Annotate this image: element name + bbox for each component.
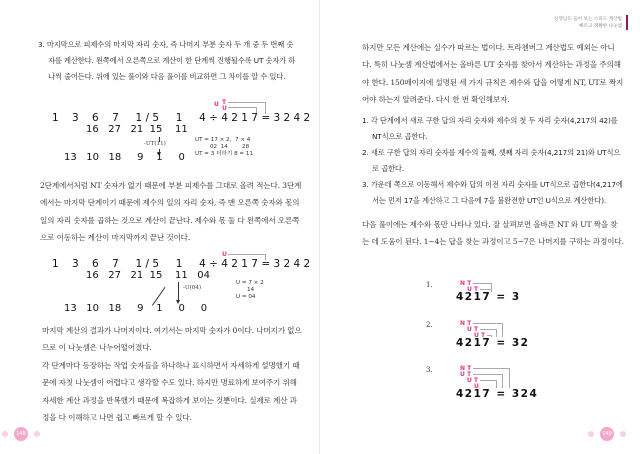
page-number-badge: 149 [600,427,614,441]
rule-3: 3. 가운데 쪽으로 이동해서 제수와 답의 이전 자리 숫자를 UT식으로 곱한다(4,217에서는 먼저 17을 계산하고 그 다음에 7을 불완전한 UT인 U식으로 계산한다). [362,180,623,206]
calc1-minus: -UT(11) [144,141,166,147]
calc1-row3: 13 10 18 9 1 0 [64,152,185,163]
pair-ut: U T [467,326,479,333]
calc1-note-1: UT = 17 × 2, 7 × 4 [195,137,251,143]
example-equation: 4217 = 3 [456,291,521,303]
calc2-row1: 1 3 6 7 1 / 5 1 4 ÷ 4 2 1 7 = 3 2 4 2 [52,258,311,270]
paragraph-4: 각 단계마다 등장하는 작업 숫자들을 하나하나 표시하면서 자세하게 설명했기 때문에 자칫 나눗셈이 어렵다고 생각할 수도 있다. 하지만 명료하게 보여주기 위해 자세한 계산 과정을 반복했기 때문에 복잡하게 보이는 것뿐이다. 실제로 계산 과정을 다 이해하고 나면 쉽고 빠르게 할 수 있다. [42,361,300,423]
header-title: 신영남도 들어 보는 스피드 계산법 [554,17,622,22]
dot-icon [2,431,8,437]
page-number-right [586,427,630,441]
header-subtitle: 빠르고 정확한 나눗셈 [579,24,622,29]
arrow-stem [178,282,179,302]
right-page [320,0,640,454]
bracket [480,380,497,388]
example-equation: 4217 = 32 [456,337,530,349]
paragraph-2: 다음 풀이에는 제수와 몫만 나타나 있다. 잘 살펴보면 올바른 NT 와 UT 짝을 찾는 데 도움이 된다. 1~4는 답을 찾는 과정이고 5~7은 나머지를 구하는 과정이다. [362,220,624,247]
calc2-note-1: U = 7 × 2 [236,280,264,286]
label-u: U [214,101,219,108]
pair-u: U [474,383,479,390]
label-t: T [222,99,227,106]
pair-ut-2: U T [467,377,479,384]
dot-icon [588,431,594,437]
calc2-note-2: 14 [247,287,255,293]
pair-nt: N T [460,365,472,372]
calc1-row1: 1 3 6 7 1 / 5 1 4 ÷ 4 2 1 7 = 3 2 4 2 [52,112,311,124]
calc2-row2: 16 27 21 15 11 04 [86,270,211,281]
calc2-note-3: U = 04 [236,294,256,300]
page-number-badge: 148 [14,427,28,441]
paragraph-2: 2단계에서처럼 NT 숫자가 없기 때문에 부분 피제수를 그대로 올려 적는다. 3단계에서는 마지막 단계이기 때문에 제수의 일의 자리 숫자, 즉 맨 오른쪽 숫자와 몫의 일의 자리 숫자를 곱하는 것으로 계산이 끝난다. 제수와 몫 둘 다 왼쪽에서 오른쪽으로 이동하는 계산이 마지막까지 끝난 것이다. [40,181,302,243]
label-u: U [222,251,227,258]
page-number-left [0,427,44,441]
calc2-row3: 13 10 18 9 1 0 0 [64,303,208,314]
label-u2: U [222,105,227,112]
pair-nt: N T [460,320,472,327]
calc2-minus: -U(04) [183,285,202,291]
example-label: 2. [426,321,433,329]
running-header [554,16,622,30]
example-label: 3. [426,366,433,374]
pair-nt: N T [460,280,472,287]
paragraph-3: 마지막 계산의 결과가 나머지이다. 여기서는 마지막 숫자가 0이다. 나머지가 없으므로 이 나눗셈은 나누어떨어졌다. [42,326,302,353]
calc1-note-2: 02 14 28 [210,144,250,150]
calc1-note-3: UT = 3 더하기 8 = 11 [195,151,254,157]
dot-icon [620,431,626,437]
pair-ut-2: U T [474,332,486,339]
dot-icon [34,431,40,437]
example-equation: 4217 = 324 [456,388,539,400]
example-label: 1. [426,281,433,289]
calc1-row2: 16 27 21 15 11 [86,124,188,135]
rule-2: 2. 새로 구한 답의 자리 숫자를 제수의 둘째, 셋째 자리 숫자(4,217의 21)와 UT식으로 곱한다. [362,148,621,174]
header-accent-bar [626,15,628,30]
pair-ut: U T [467,286,479,293]
step3-text: 3. 마지막으로 피제수의 마지막 자리 숫자, 즉 나머지 부분 숫자 두 개 중 두 번째 숫자를 계산한다. 왼쪽에서 오른쪽으로 계산이 한 단계씩 진행될수록 UT 숫자가 하나씩 줄어든다. 위에 있는 풀이와 다음 풀이를 비교하면 그 차이를 알 수 있다. [38,40,296,82]
rule-1: 1. 각 단계에서 새로 구한 답의 자리 숫자와 제수의 첫 두 자리 숫자(4,217의 42)를 NT식으로 곱한다. [362,116,618,142]
pair-ut: U T [460,371,472,378]
paragraph-1: 하지만 모든 계산에는 실수가 따르는 법이다. 트라첸버그 계산법도 예외는 아니다. 특히 나눗셈 계산법에서는 올바른 UT 숫자를 찾아서 계산하는 과정을 주의해야 한다. 150페이지에 설명된 세 가지 규칙은 제수와 답을 어떻게 NT, UT로 짝지어야 하는지 알려준다. 다시 한 번 확인해보자. [362,43,624,105]
